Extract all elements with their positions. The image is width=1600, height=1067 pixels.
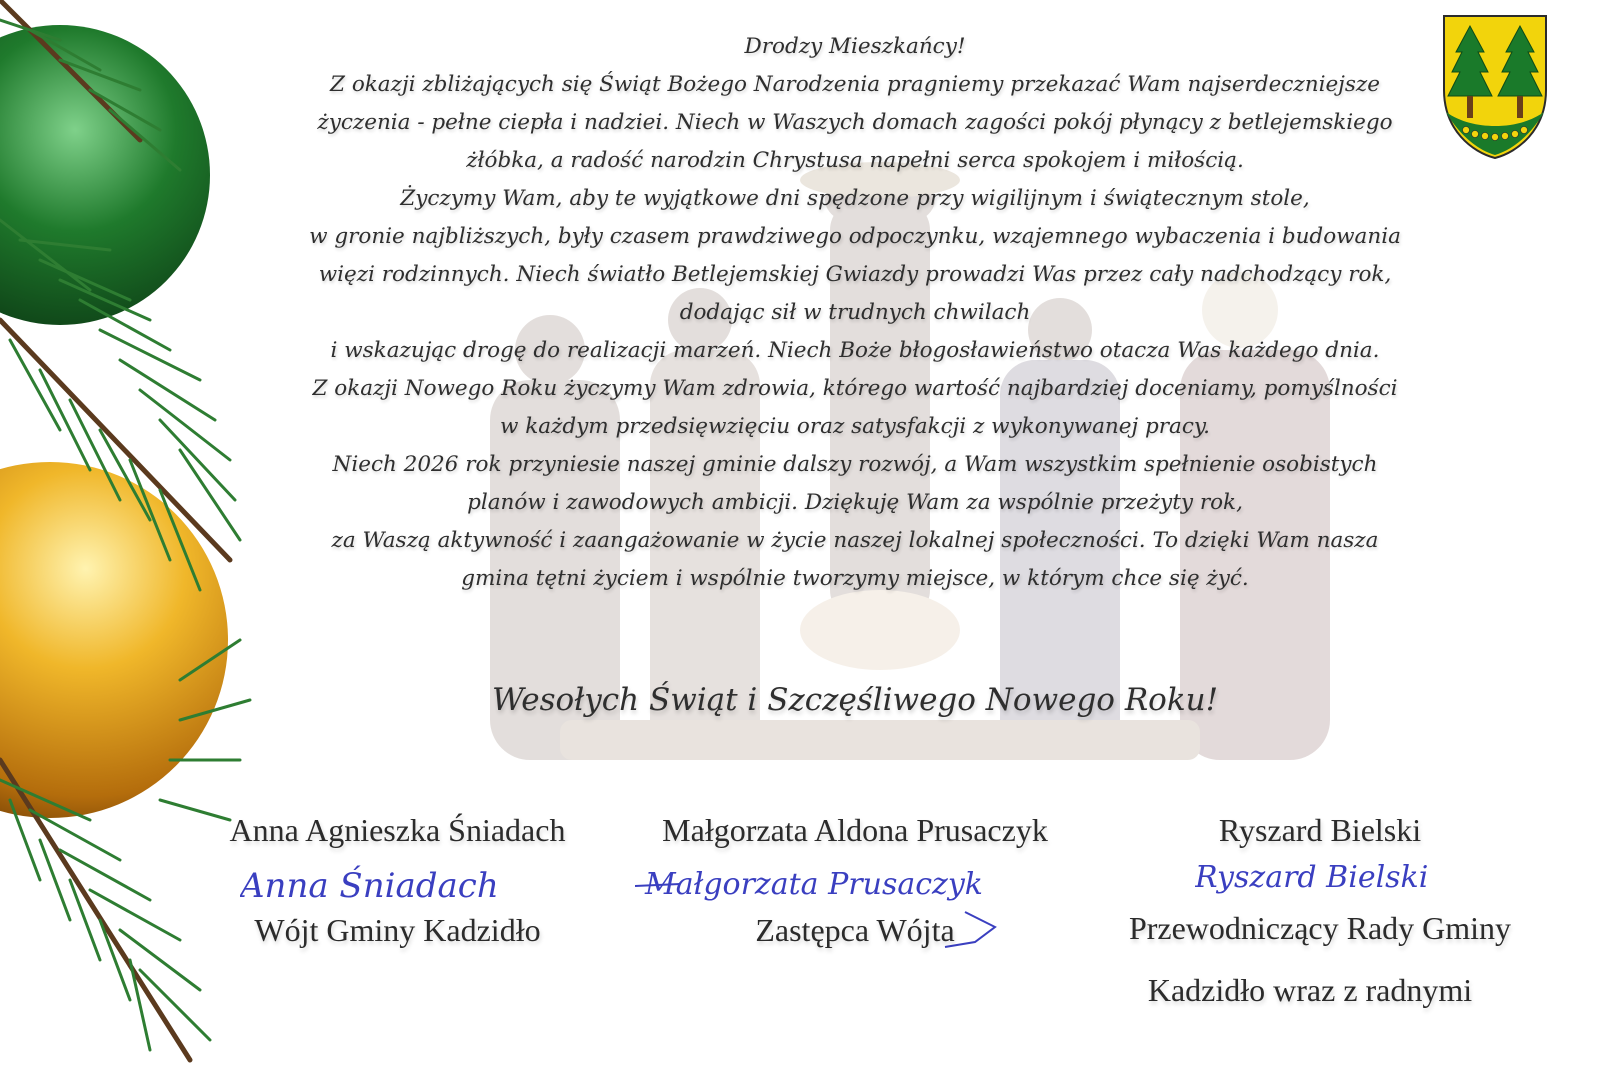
signatory-role-line2: Kadzidło wraz z radnymi [1147, 972, 1473, 1008]
letter-line: Niech 2026 rok przyniesie naszej gminie dalszy rozwój, a Wam wszystkim spełnienie osobistych [332, 452, 1378, 477]
signature-text: Anna Śniadach [240, 866, 499, 906]
letter-body [270, 28, 1440, 598]
letter-line: więzi rodzinnych. Niech światło Betlejemskiej Gwiazdy prowadzi Was przez cały nadchodzący rok, [318, 262, 1392, 287]
letter-line: życzenia - pełne ciepła i nadziei. Niech w Waszych domach zagości pokój płynący z betlejemskiego [317, 110, 1393, 135]
coat-of-arms-icon [1440, 12, 1550, 160]
letter-line: w gronie najbliższych, były czasem prawdziwego odpoczynku, wzajemnego wybaczenia i budowania [309, 224, 1401, 249]
gold-bauble-icon [0, 462, 228, 818]
letter-line: w każdym przedsięwzięciu oraz satysfakcji z wykonywanej pracy. [499, 414, 1211, 439]
letter-line: dodając sił w trudnych chwilach [679, 300, 1031, 325]
green-bauble-icon [0, 25, 210, 325]
letter-line: Z okazji zbliżających się Świąt Bożego Narodzenia pragniemy przekazać Wam najserdeczniejsze [330, 72, 1380, 97]
signatory-name: Ryszard Bielski [1218, 812, 1422, 848]
letter-line: Z okazji Nowego Roku życzymy Wam zdrowia, którego wartość najbardziej doceniamy, pomyślności [312, 376, 1398, 401]
signatory-role: Wójt Gminy Kadzidło [254, 912, 541, 948]
holiday-wishes: Wesołych Świąt i Szczęśliwego Nowego Roku! [491, 682, 1219, 718]
letter-line: za Waszą aktywność i zaangażowanie w życie naszej lokalnej społeczności. To dzięki Wam nasza [331, 528, 1379, 553]
letter-line: i wskazując drogę do realizacji marzeń. Niech Boże błogosławieństwo otacza Was każdego dnia. [330, 338, 1380, 363]
handwritten-signature [240, 855, 560, 915]
letter-greeting: Drodzy Mieszkańcy! [744, 34, 966, 59]
letter-line: planów i zawodowych ambicji. Dziękuję Wam za wspólnie przeżyty rok, [467, 490, 1243, 515]
letter-line: żłóbka, a radość narodzin Chrystusa napełni serca spokojem i miłością. [466, 148, 1244, 173]
signatory-name: Małgorzata Aldona Prusaczyk [662, 812, 1048, 848]
signatory-name: Anna Agnieszka Śniadach [229, 812, 566, 848]
signature-text: Ryszard Bielski [1195, 860, 1429, 895]
signatory-role: Zastępca Wójta [755, 912, 955, 948]
letter-line: Życzymy Wam, aby te wyjątkowe dni spędzone przy wigilijnym i świątecznym stole, [400, 186, 1310, 211]
signatory-role: Przewodniczący Rady Gminy [1128, 910, 1512, 946]
letter-line: gmina tętni życiem i wspólnie tworzymy miejsce, w którym chce się żyć. [461, 566, 1249, 591]
christmas-decoration [0, 0, 260, 1067]
handwritten-signature [1195, 845, 1455, 905]
signature-text: Małgorzata Prusaczyk [645, 867, 983, 902]
